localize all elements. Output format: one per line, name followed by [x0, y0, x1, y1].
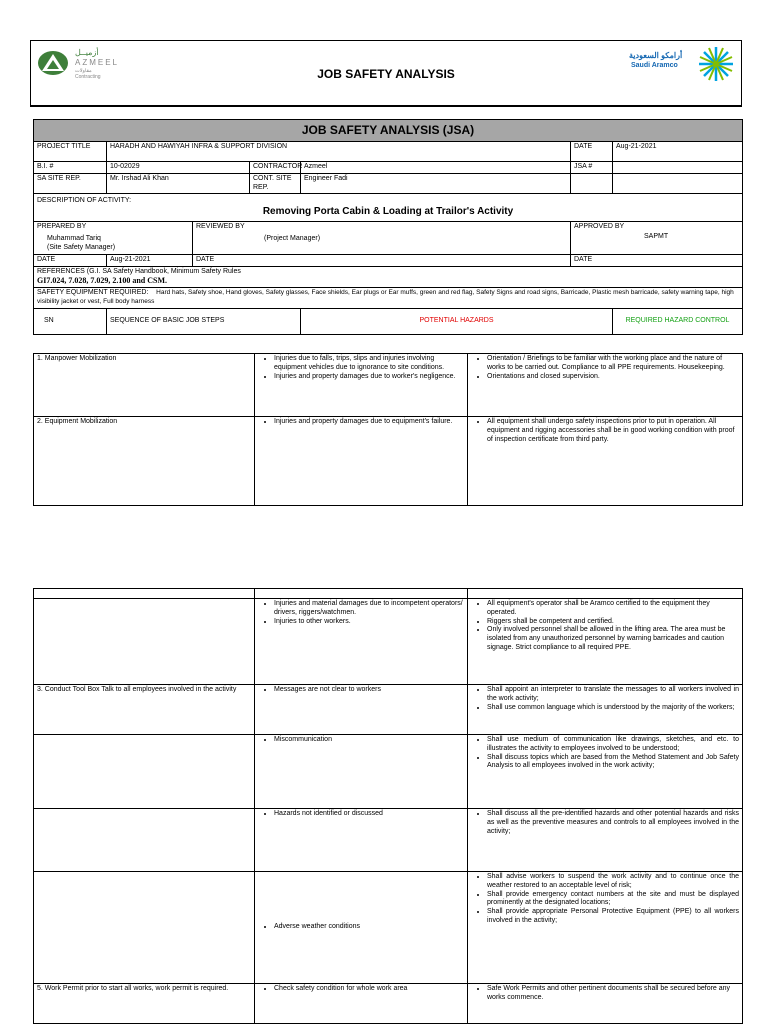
hazards-cell [255, 417, 468, 506]
list-item: • Check safety condition for whole work area [274, 985, 464, 994]
list-item: • Shall use medium of communication like drawings, sketches, and etc. to illustrates the activity to employees involved to be understood; [487, 736, 739, 754]
azmeel-arabic-name: أزميــل [75, 48, 99, 57]
table-row [34, 354, 743, 417]
prepared-by-name: Muhammad Tariq [47, 235, 101, 243]
safety-equipment-cell [34, 288, 743, 309]
approved-by-value: SAPMT [644, 233, 669, 241]
col-sn-header: SN [34, 308, 107, 334]
date-value: Aug-21-2021 [613, 142, 743, 162]
hazards-list [258, 418, 464, 427]
hazards-list [258, 736, 464, 745]
table-header-row [34, 589, 743, 599]
col-controls-header: REQUIRED HAZARD CONTROL [613, 308, 743, 334]
reviewed-by-label: REVIEWED BY [196, 222, 245, 230]
list-item: • Injuries and property damages due to worker's negligence. [274, 373, 464, 382]
bi-label: B.I. # [34, 162, 107, 174]
description-label: DESCRIPTION OF ACTIVITY: [37, 197, 132, 205]
references-label: REFERENCES (G.I. SA Safety Handbook, Minimum Safety Rules [37, 267, 241, 275]
hazards-cell [255, 809, 468, 872]
hazards-list [258, 923, 464, 932]
list-item: • Shall advise workers to suspend the work activity and to continue once the weather restored to an acceptable level of risk; [487, 873, 739, 891]
list-item: • Injuries to other workers. [274, 618, 464, 627]
sa-site-rep-extra-1 [571, 173, 613, 194]
step-cell [34, 872, 255, 984]
hazards-cell [255, 984, 468, 1024]
azmeel-arabic-sub: مقاولات [75, 68, 92, 74]
azmeel-english-name: AZMEEL [75, 58, 120, 67]
project-title-label: PROJECT TITLE [34, 142, 107, 162]
references-cell [34, 266, 743, 288]
prepared-by-label: PREPARED BY [37, 222, 87, 230]
empty-cell [255, 589, 468, 599]
aramco-star-icon [697, 45, 735, 83]
table-row [34, 685, 743, 735]
controls-cell [468, 417, 743, 506]
prepared-date-label: DATE [34, 254, 107, 266]
job-steps-table-page1 [33, 353, 743, 506]
controls-list [471, 355, 739, 381]
aramco-english-name: Saudi Aramco [631, 62, 678, 69]
list-item: • Shall provide appropriate Personal Protective Equipment (PPE) to all workers involved in the activity; [487, 908, 739, 926]
reviewed-by-role: (Project Manager) [264, 235, 321, 243]
controls-cell [468, 984, 743, 1024]
table-row [34, 417, 743, 506]
table-row [34, 599, 743, 685]
table-row [34, 872, 743, 984]
description-of-activity [34, 194, 743, 221]
contractor-value: Azmeel [301, 162, 571, 174]
step-cell: 1. Manpower Mobilization [34, 354, 255, 417]
step-cell [34, 599, 255, 685]
date-label: DATE [571, 142, 613, 162]
controls-list [471, 985, 739, 1003]
controls-list [471, 810, 739, 836]
list-item: • Shall discuss all the pre-identified hazards and other potential hazards and risks as well as the preventive measures and controls to all employees involved in the activity; [487, 810, 739, 836]
page-title: JOB SAFETY ANALYSIS [317, 67, 455, 81]
list-item: • Orientations and closed supervision. [487, 373, 739, 382]
list-item: • Miscommunication [274, 736, 464, 745]
list-item: • Orientation / Briefings to be familiar with the working place and the nature of works to be carried out. Compliance to all PPE requirements. Housekeeping. [487, 355, 739, 373]
controls-list [471, 600, 739, 653]
controls-cell [468, 735, 743, 809]
controls-list [471, 873, 739, 926]
controls-list [471, 418, 739, 444]
jsa-form-table [33, 119, 743, 335]
list-item: • Adverse weather conditions [274, 923, 464, 932]
approved-by-label: APPROVED BY [574, 222, 625, 230]
job-steps-table-page2 [33, 588, 743, 1024]
list-item: • Shall discuss topics which are based from the Method Statement and Job Safety Analysis to all employees involved in the work activity; [487, 754, 739, 772]
list-item: • Injuries and property damages due to equipment's failure. [274, 418, 464, 427]
step-cell: 5. Work Permit prior to start all works, work permit is required. [34, 984, 255, 1024]
controls-cell [468, 685, 743, 735]
controls-cell [468, 354, 743, 417]
hazards-list [258, 985, 464, 994]
hazards-list [258, 600, 464, 626]
hazards-cell [255, 354, 468, 417]
contractor-label: CONTRACTOR [250, 162, 301, 174]
list-item: • Messages are not clear to workers [274, 686, 464, 695]
table-row [34, 809, 743, 872]
controls-list [471, 736, 739, 771]
col-hazards-header: POTENTIAL HAZARDS [301, 308, 613, 334]
controls-cell [468, 809, 743, 872]
list-item: • Injuries due to falls, trips, slips and injuries involving equipment vehicles due to ignorance to site conditions. [274, 355, 464, 373]
controls-list [471, 686, 739, 712]
reviewed-date-label: DATE [193, 254, 571, 266]
cont-site-rep-label: CONT. SITE REP. [250, 173, 301, 194]
sa-site-rep-label: SA SITE REP. [34, 173, 107, 194]
prepared-by-cell [34, 221, 193, 254]
table-row [34, 735, 743, 809]
col-steps-header: SEQUENCE OF BASIC JOB STEPS [107, 308, 301, 334]
controls-cell [468, 599, 743, 685]
hazards-cell [255, 735, 468, 809]
hazards-list [258, 810, 464, 819]
jsa-form-title: JOB SAFETY ANALYSIS (JSA) [34, 120, 743, 142]
step-cell [34, 809, 255, 872]
jsa-number-value [613, 162, 743, 174]
hazards-cell [255, 599, 468, 685]
prepared-by-role: (Site Safety Manager) [47, 244, 116, 251]
bi-value: 10-02029 [107, 162, 250, 174]
approved-date-label: DATE [571, 254, 743, 266]
document-header [30, 40, 742, 107]
empty-cell [34, 589, 255, 599]
list-item: • Safe Work Permits and other pertinent documents shall be secured before any works commence. [487, 985, 739, 1003]
azmeel-english-sub: Contracting [75, 74, 101, 80]
cont-site-rep-value: Engineer Fadi [301, 173, 571, 194]
saudi-aramco-logo [627, 45, 737, 85]
approved-by-cell [571, 221, 743, 254]
table-row [34, 984, 743, 1024]
list-item: • Injuries and material damages due to incompetent operators/ drivers, riggers/watchmen. [274, 600, 464, 618]
sa-site-rep-extra-2 [613, 173, 743, 194]
aramco-arabic-name: أرامكو السعودية [629, 51, 683, 60]
safety-equipment-label: SAFETY EQUIPMENT REQUIRED: [37, 289, 149, 297]
hazards-cell [255, 685, 468, 735]
jsa-number-label: JSA # [571, 162, 613, 174]
step-cell: 3. Conduct Tool Box Talk to all employees involved in the activity [34, 685, 255, 735]
hazards-cell [255, 872, 468, 984]
list-item: • Shall appoint an interpreter to translate the messages to all workers involved in the work activity; [487, 686, 739, 704]
list-item: • Riggers shall be competent and certified. [487, 618, 739, 627]
hazards-list [258, 355, 464, 381]
list-item: • Hazards not identified or discussed [274, 810, 464, 819]
prepared-date-value: Aug-21-2021 [107, 254, 193, 266]
reviewed-by-cell [193, 221, 571, 254]
list-item: • Only involved personnel shall be allowed in the lifting area. The area must be isolated from any unauthorized personnel by warning barricades and caution signage. Strict compliance to all required PPE. [487, 626, 739, 652]
step-cell [34, 735, 255, 809]
controls-cell [468, 872, 743, 984]
sa-site-rep-value: Mr. Irshad Ali Khan [107, 173, 250, 194]
project-title-value: HARADH AND HAWIYAH INFRA & SUPPORT DIVISION [107, 142, 571, 162]
references-value: GI7.024, 7.028, 7.029, 2.100 and CSM. [37, 276, 168, 286]
step-cell: 2. Equipment Mobilization [34, 417, 255, 506]
list-item: • All equipment's operator shall be Aramco certified to the equipment they operated. [487, 600, 739, 618]
list-item: • All equipment shall undergo safety inspections prior to put in operation. All equipment and rigging accessories shall be in good working condition with proof of inspection certificate from third party. [487, 418, 739, 444]
empty-cell [468, 589, 743, 599]
list-item: • Shall use common language which is understood by the majority of the workers; [487, 704, 739, 713]
safety-equipment-value: Hard hats, Safety shoe, Hand gloves, Safety glasses, Face shields, Ear plugs or Ear muffs, green and red flag, Safety Signs and road signs, Barricade, Plastic mesh barricade, safety warning tape, high visibility jacket or vest, Full body harness [37, 289, 734, 305]
list-item: • Shall provide emergency contact numbers at the site and must be displayed prominently at the designated locations; [487, 891, 739, 909]
activity-title: Removing Porta Cabin & Loading at Trailor's Activity [262, 206, 514, 217]
hazards-list [258, 686, 464, 695]
